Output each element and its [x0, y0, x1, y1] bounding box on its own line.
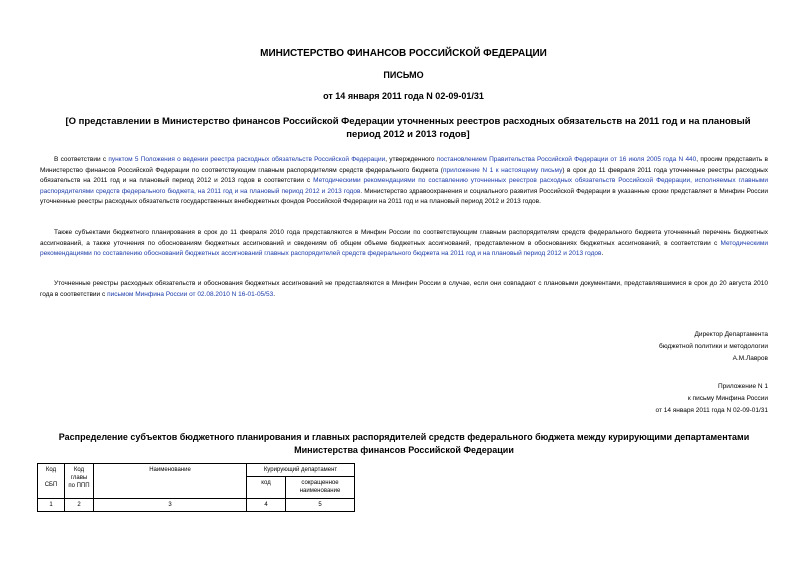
col-number-5: 5	[286, 499, 355, 512]
annex-number: Приложение N 1	[717, 383, 768, 390]
header-department-short-name	[286, 477, 355, 499]
annex-date-number: от 14 января 2011 года N 02-09-01/31	[655, 407, 768, 414]
header-head-code	[65, 464, 94, 499]
header-code-sbp-line1: Код	[45, 467, 57, 473]
annex-letter-ref: к письму Минфина России	[687, 395, 768, 402]
header-name: Наименование	[94, 464, 247, 499]
signature-department: бюджетной политики и методологии	[659, 343, 768, 350]
table-header-row	[38, 464, 355, 477]
document-date-number: от 14 января 2011 года N 02-09-01/31	[323, 91, 484, 101]
p1-text-4: ) в срок до 11 февраля 2011 года уточненные реестры расходных обязательств на 2011 год и на плановый период 2012 и 2013 годов в соответствии с	[40, 166, 768, 184]
document-type: ПИСЬМО	[383, 70, 424, 80]
signature-name: А.М.Лавров	[732, 355, 768, 362]
p1-text-1: В соответствии с	[54, 156, 109, 163]
signature-position: Директор Департамента	[694, 331, 768, 338]
document-subject: [О представлении в Министерство финансов Российской Федерации уточненных реестров расходных обязательств на 2011 год и на плановый период 2012 и 2013 годов]	[65, 116, 751, 140]
p1-text-5: . Министерство здравоохранения и социального развития Российской Федерации в указанные сроки представляет в Минфин России уточненные реестры расходных обязательств государственных внебюджетных фондов Российской Федерации на 2011 год и на плановый период 2012 и 2013 годов.	[40, 187, 768, 205]
link-methodical-recommendations-justifications[interactable]: Методическими рекомендациями по составлению обоснований бюджетных ассигнований главных распорядителей средств федерального бюджета на 2011 год и на плановый период 2012 и 2013 годов	[40, 239, 768, 257]
p3-text-1: Уточненные реестры расходных обязательств и обоснования бюджетных ассигнований не представляются в Минфин России в случае, если они совпадают с плановыми документами, представлявшимися в срок до 20 августа 2010 года в соответствии с	[40, 280, 768, 298]
paragraph-3	[40, 279, 768, 300]
link-clause-5-regulation[interactable]: пунктом 5 Положения о ведении реестра расходных обязательств Российской Федерации	[108, 156, 386, 163]
link-government-decree-440[interactable]: постановлением Правительства Российской Федерации от 16 июля 2005 года N 440	[436, 156, 697, 163]
header-department-short-line2: наименование	[299, 488, 341, 495]
signature-block	[659, 329, 768, 365]
p3-text-2: .	[273, 290, 276, 298]
header-department: Курирующий департамент	[247, 464, 355, 477]
header-code-sbp	[38, 464, 65, 499]
link-methodical-recommendations-registers[interactable]: Методическими рекомендациями по составлению уточненных реестров расходных обязательств Российской Федерации, исполняемых главными распорядителями средств федерального бюджета, на 2011 год и на плановый период 2012 и 2013 годов	[40, 177, 768, 195]
header-head-code-line3: по ППП	[68, 483, 90, 489]
header-department-code: код	[247, 477, 286, 499]
ministry-title: МИНИСТЕРСТВО ФИНАНСОВ РОССИЙСКОЙ ФЕДЕРАЦИИ	[260, 48, 547, 59]
paragraph-2	[40, 228, 768, 260]
header-code-sbp-line2: СБП	[44, 482, 58, 488]
header-department-short-line1: сокращенное	[301, 480, 339, 487]
table-row	[38, 499, 355, 512]
col-number-4: 4	[247, 499, 286, 512]
p2-text-1: Также субъектами бюджетного планирования в срок до 11 февраля 2010 года представляются в Минфин России по соответствующим главным распорядителям средств федерального бюджета уточненный перечень бюджетных ассигнований, а также уточнения по обоснованиям бюджетных ассигнований и сведениям об общем объеме бюджетных ассигнований, представленном в обоснованиях бюджетных ассигнований, в соответствии с	[40, 229, 768, 247]
header-head-code-line1: Код	[73, 467, 85, 473]
header-head-code-line2: главы	[70, 475, 88, 481]
link-minfin-letter-16-01-05-53[interactable]: письмом Минфина России от 02.08.2010 N 16-01-05/53	[107, 290, 274, 298]
p1-text-2: , утвержденного	[385, 156, 437, 163]
col-number-1: 1	[38, 499, 65, 512]
distribution-table	[37, 463, 355, 512]
link-annex-1[interactable]: приложение N 1 к настоящему письму	[442, 166, 563, 174]
annex-title: Распределение субъектов бюджетного планирования и главных распорядителей средств федерального бюджета между курирующими департаментами Министерства финансов Российской Федерации	[58, 432, 750, 455]
col-number-3: 3	[94, 499, 247, 512]
col-number-2: 2	[65, 499, 94, 512]
p2-text-2: .	[601, 250, 604, 257]
annex-reference	[655, 381, 768, 417]
paragraph-1	[40, 155, 768, 208]
p1-text-3: , просим представить в Министерство финансов Российской Федерации по соответствующим главным распорядителям средств федерального бюджета (	[40, 156, 768, 174]
